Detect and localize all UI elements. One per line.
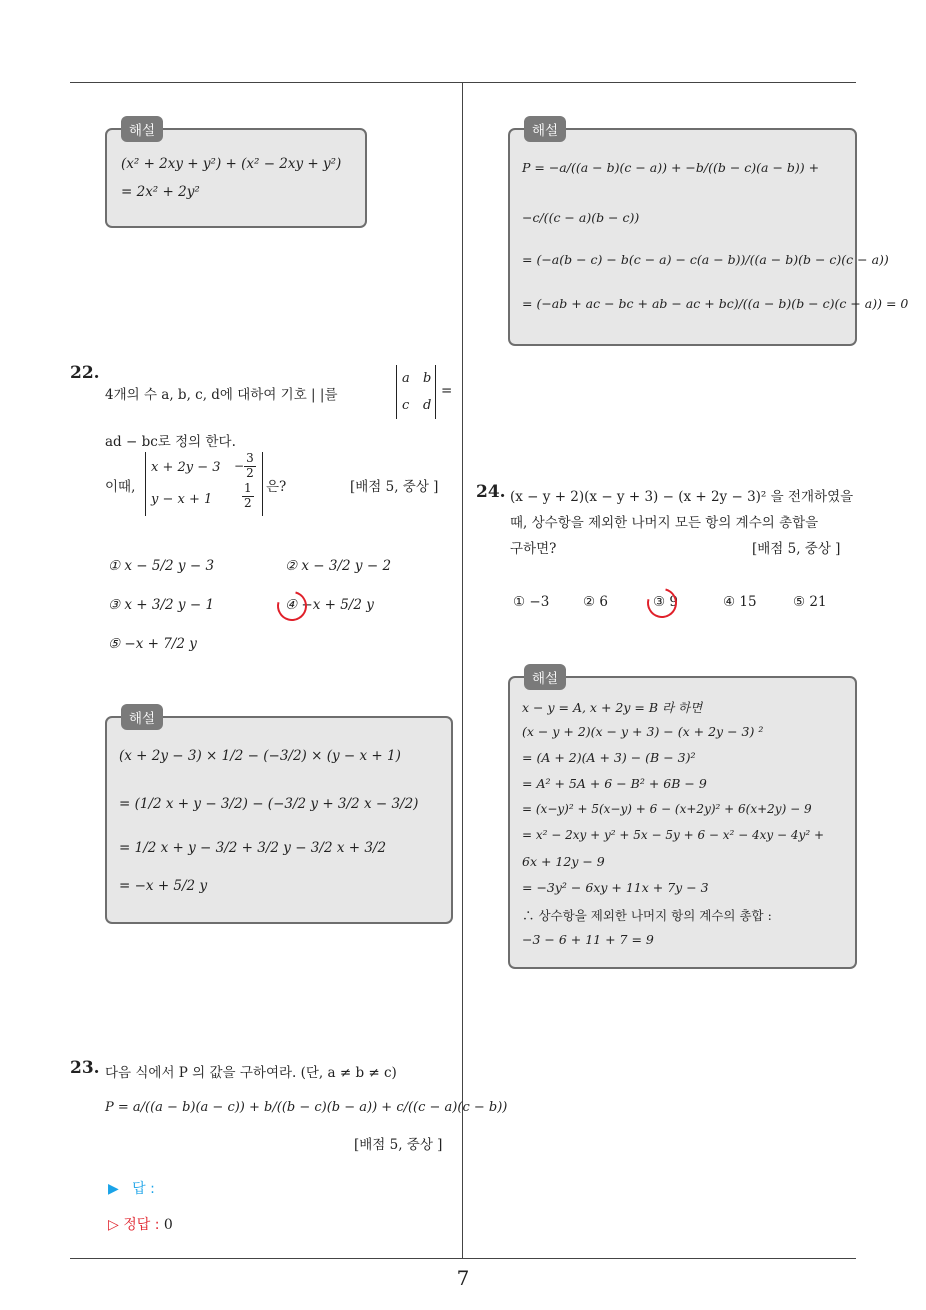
question-text: 은?: [266, 479, 287, 495]
solution-line: = (−ab + ac − bc + ab − ac + bc)/((a − b)(b − c)(c − a)) = 0: [522, 296, 909, 311]
solution-line: P = −a/((a − b)(c − a)) + −b/((b − c)(a − b)) +: [522, 160, 820, 175]
solution-line: = (−a(b − c) − b(c − a) − c(a − b))/((a − b)(b − c)(c − a)): [522, 252, 889, 267]
question-text: ad − bc로 정의 한다.: [105, 434, 236, 450]
bottom-rule: [70, 1258, 856, 1259]
question-text: 이때,: [105, 479, 136, 495]
play-icon: ▶: [108, 1181, 119, 1197]
fraction: [242, 482, 254, 511]
choice-4[interactable]: ④ 15: [723, 594, 757, 610]
choice-2[interactable]: ② 6: [583, 594, 608, 610]
correct-answer-line: [108, 1214, 173, 1234]
choice-1[interactable]: ① x − 5/2 y − 3: [108, 558, 215, 574]
numerator: 1: [244, 481, 252, 495]
correct-answer-label: 정답 :: [123, 1217, 160, 1233]
minus-sign: −: [234, 458, 245, 473]
solution-box-22: [105, 711, 453, 924]
solution-line: = A² + 5A + 6 − B² + 6B − 9: [522, 776, 707, 791]
question-text: 때, 상수항을 제외한 나머지 모든 항의 계수의 총합을: [510, 515, 819, 531]
question-number-22: 22.: [70, 363, 100, 383]
det-entry: a: [402, 371, 410, 386]
det-entry: c: [402, 398, 410, 413]
solution-line: = 2x² + 2y²: [121, 184, 200, 200]
question-text: 다음 식에서 P 의 값을 구하여라. (단, a ≠ b ≠ c): [105, 1065, 397, 1081]
choice-5[interactable]: ⑤ −x + 7/2 y: [108, 636, 197, 652]
question-number-24: 24.: [476, 482, 506, 502]
denominator: 2: [246, 465, 254, 480]
solution-line: ∴ 상수항을 제외한 나머지 항의 계수의 총합 :: [522, 908, 772, 923]
denominator: 2: [244, 495, 252, 510]
solution-box-21: [105, 123, 367, 228]
play-outline-icon: ▷: [108, 1217, 119, 1233]
choice-5[interactable]: ⑤ 21: [793, 594, 827, 610]
matrix-entry: [242, 482, 254, 511]
fraction: [244, 452, 256, 481]
selected-answer-mark: [642, 583, 683, 624]
solution-line: = (x−y)² + 5(x−y) + 6 − (x+2y)² + 6(x+2y) − 9: [522, 802, 812, 816]
question-number-23: 23.: [70, 1058, 100, 1078]
solution-line: = (A + 2)(A + 3) − (B − 3)²: [522, 750, 696, 765]
score-label: [배점 5, 중상 ]: [354, 1137, 443, 1153]
determinant-definition: [396, 365, 436, 419]
solution-tag: 해설: [121, 704, 163, 730]
solution-line: x − y = A, x + 2y = B 라 하면: [522, 700, 703, 715]
question-formula: P = a/((a − b)(a − c)) + b/((b − c)(b − a)) + c/((c − a)(c − b)): [105, 1100, 508, 1115]
choice-2[interactable]: ② x − 3/2 y − 2: [285, 558, 392, 574]
page-number: 7: [456, 1266, 470, 1290]
matrix-entry: y − x + 1: [151, 492, 213, 507]
matrix-entry: [234, 452, 256, 481]
answer-line: [108, 1178, 155, 1198]
choice-3[interactable]: ③ x + 3/2 y − 1: [108, 597, 215, 613]
matrix-entry: x + 2y − 3: [151, 460, 221, 475]
solution-box-24: [508, 671, 857, 969]
column-divider: [462, 82, 463, 1258]
answer-label: 답 :: [132, 1181, 155, 1197]
det-entry: d: [423, 398, 432, 413]
solution-line: = −3y² − 6xy + 11x + 7y − 3: [522, 880, 709, 895]
question-text: (x − y + 2)(x − y + 3) − (x + 2y − 3)² 을 전개하였을: [510, 489, 854, 505]
correct-answer-value: 0: [163, 1217, 173, 1233]
selected-answer-mark: [272, 586, 313, 627]
solution-box-23: [508, 123, 909, 346]
top-rule: [70, 82, 856, 83]
question-text: 구하면?: [510, 541, 557, 557]
solution-tag: 해설: [524, 116, 566, 142]
determinant-matrix: [145, 452, 263, 516]
solution-line: = −x + 5/2 y: [119, 878, 208, 894]
solution-line: = x² − 2xy + y² + 5x − 5y + 6 − x² − 4xy − 4y² +: [522, 828, 824, 842]
choice-3[interactable]: ③ 9: [653, 594, 678, 610]
solution-line: −c/((c − a)(b − c)): [522, 210, 640, 225]
score-label: [배점 5, 중상 ]: [350, 479, 439, 495]
solution-line: (x + 2y − 3) × 1/2 − (−3/2) × (y − x + 1): [119, 748, 401, 764]
score-label: [배점 5, 중상 ]: [752, 541, 841, 557]
choice-4[interactable]: ④ −x + 5/2 y: [285, 597, 374, 613]
solution-line: = (1/2 x + y − 3/2) − (−3/2 y + 3/2 x − 3/2): [119, 796, 419, 812]
solution-line: (x − y + 2)(x − y + 3) − (x + 2y − 3) ²: [522, 724, 764, 739]
solution-line: = 1/2 x + y − 3/2 + 3/2 y − 3/2 x + 3/2: [119, 840, 387, 856]
solution-tag: 해설: [524, 664, 566, 690]
det-entry: b: [423, 371, 432, 386]
solution-line: −3 − 6 + 11 + 7 = 9: [522, 932, 654, 947]
question-text: 4개의 수 a, b, c, d에 대하여 기호 | |를: [105, 387, 338, 403]
equals-sign: =: [441, 383, 453, 399]
solution-tag: 해설: [121, 116, 163, 142]
choice-1[interactable]: ① −3: [513, 594, 550, 610]
numerator: 3: [246, 451, 254, 465]
solution-line: 6x + 12y − 9: [522, 854, 605, 869]
solution-line: (x² + 2xy + y²) + (x² − 2xy + y²): [121, 156, 342, 172]
